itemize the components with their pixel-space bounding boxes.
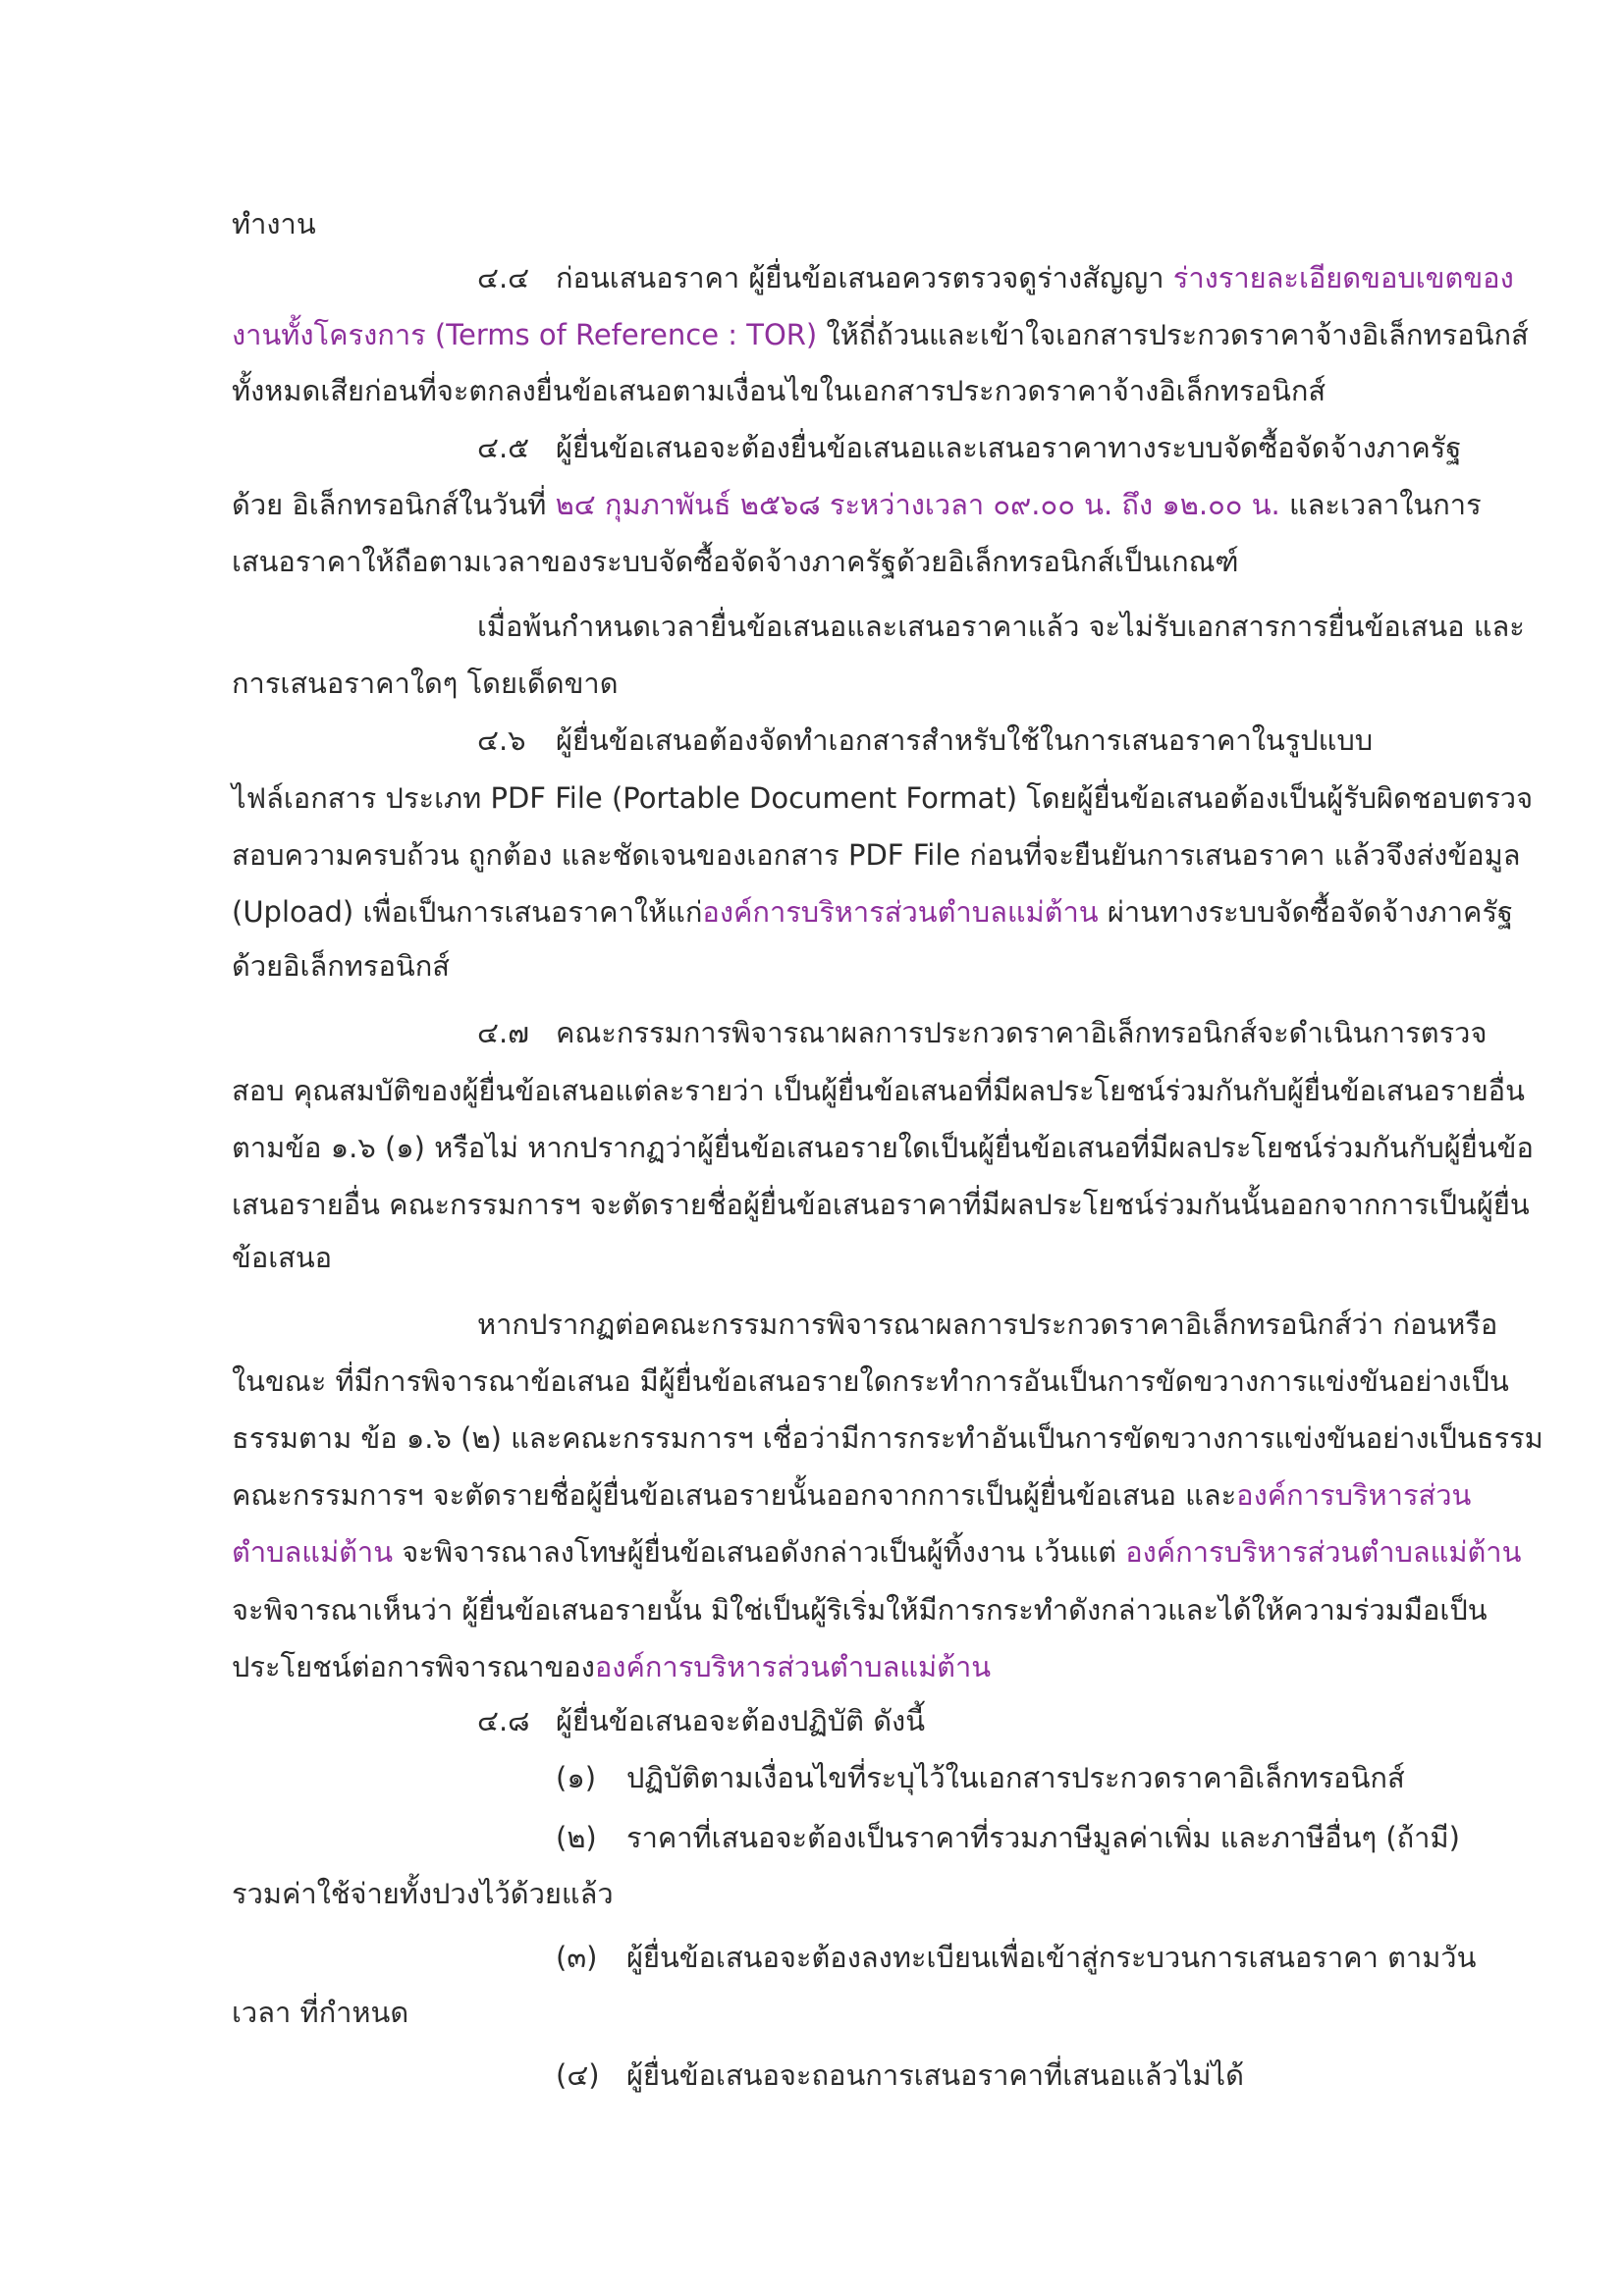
text-line [232,1185,1530,1224]
line-text: ผ่านทางระบบจัดซื้อจัดจ้างภาครัฐ [1098,895,1514,929]
line-text: หากปรากฏต่อคณะกรรมการพิจารณาผลการประกวดราคาอิเล็กทรอนิกส์ว่า ก่อนหรือ [477,1308,1498,1341]
highlight-text: ร่างรายละเอียดขอบเขตของ [1172,261,1514,294]
line-text: จะพิจารณาเห็นว่า ผู้ยื่นข้อเสนอรายนั้น มิใช่เป็นผู้ริเริ่มให้มีการกระทำดังกล่าวและได้ให้ความร่วมมือเป็น [232,1593,1488,1627]
item-number: (๑) [556,1761,597,1794]
line-text: ไฟล์เอกสาร ประเภท PDF File (Portable Document Format) โดยผู้ยื่นข้อเสนอต้องเป็นผู้รับผิดชอบตรวจ [232,781,1534,815]
text-line [232,946,1459,986]
text-line [232,1532,1522,1572]
text-line [232,485,1482,524]
line-text: การเสนอราคาใดๆ โดยเด็ดขาด [232,667,619,700]
line-text: คณะกรรมการฯ จะตัดรายชื่อผู้ยื่นข้อเสนอรายนั้นออกจากการเป็นผู้ยื่นข้อเสนอ และ [232,1478,1237,1512]
line-text: ประโยชน์ต่อการพิจารณาของ [232,1650,595,1683]
item-text: ผู้ยื่นข้อเสนอจะถอนการเสนอราคาที่เสนอแล้วไม่ได้ [626,2058,1244,2092]
clause-number: ๔.๖ [477,723,526,757]
text-line [232,664,1459,703]
item-text: ราคาที่เสนอจะต้องเป็นราคาที่รวมภาษีมูลค่าเพิ่ม และภาษีอื่นๆ (ถ้ามี) [626,1821,1460,1854]
highlight-text: ๒๔ กุมภาพันธ์ ๒๕๖๘ ระหว่างเวลา ๐๙.๐๐ น. ถึง ๑๒.๐๐ น. [555,488,1280,521]
clause-text: ก่อนเสนอราคา ผู้ยื่นข้อเสนอควรตรวจดูร่างสัญญา [556,261,1173,294]
clause-4-6 [477,721,1459,760]
text-line [232,1874,1459,1913]
line-text: สอบ คุณสมบัติของผู้ยื่นข้อเสนอแต่ละรายว่า เป็นผู้ยื่นข้อเสนอที่มีผลประโยชน์ร่วมกันกับผู้ยื่นข้อเสนอรายอื่น [232,1074,1525,1107]
text-line [232,1993,1459,2032]
highlight-text: องค์การบริหารส่วนตำบลแม่ต้าน [594,1650,992,1683]
line-text: จะพิจารณาลงโทษผู้ยื่นข้อเสนอดังกล่าวเป็นผู้ทิ้งงาน เว้นแต่ [393,1535,1126,1569]
text-line [232,1071,1525,1110]
text-line [232,1362,1509,1401]
line-text: ข้อเสนอ [232,1241,333,1274]
clause-number: ๔.๘ [477,1704,530,1737]
line-text: ในขณะ ที่มีการพิจารณาข้อเสนอ มีผู้ยื่นข้อเสนอรายใดกระทำการอันเป็นการขัดขวางการแข่งขันอย่างเป็น [232,1364,1509,1398]
sub-item-4 [556,2056,1459,2095]
text-line [232,1590,1488,1629]
item-text: ปฏิบัติตามเงื่อนไขที่ระบุไว้ในเอกสารประกวดราคาอิเล็กทรอนิกส์ [626,1761,1405,1794]
line-text: สอบความครบถ้วน ถูกต้อง และชัดเจนของเอกสาร PDF File ก่อนที่จะยืนยันการเสนอราคา แล้วจึงส่งข้อมูล [232,838,1521,872]
sub-item-2 [556,1818,1459,1857]
line-text: เวลา ที่กำหนด [232,1996,409,2029]
text-line [477,1305,1498,1344]
text-line [232,778,1534,818]
clause-text: คณะกรรมการพิจารณาผลการประกวดราคาอิเล็กทรอนิกส์จะดำเนินการตรวจ [556,1016,1488,1049]
text-line [232,1475,1472,1515]
clause-4-5 [477,428,1462,467]
text-line [232,835,1521,875]
line-text: ตามข้อ ๑.๖ (๑) หรือไม่ หากปรากฏว่าผู้ยื่นข้อเสนอรายใดเป็นผู้ยื่นข้อเสนอที่มีผลประโยชน์ร่วมกันกับผู้ยื่นข้อ [232,1131,1534,1164]
line-text: ด้วย อิเล็กทรอนิกส์ในวันที่ [232,488,556,521]
clause-text: ผู้ยื่นข้อเสนอต้องจัดทำเอกสารสำหรับใช้ในการเสนอราคาในรูปแบบ [556,723,1374,757]
clause-text: ผู้ยื่นข้อเสนอจะต้องปฏิบัติ ดังนี้ [556,1704,926,1737]
highlight-text: องค์การบริหารส่วน [1236,1478,1472,1512]
text-line [232,371,1459,410]
clause-4-4 [477,258,1514,297]
highlight-text: องค์การบริหารส่วนตำบลแม่ต้าน [702,895,1099,929]
text-line [232,542,1459,581]
line-text: เสนอรายอื่น คณะกรรมการฯ จะตัดรายชื่อผู้ยื่นข้อเสนอราคาที่มีผลประโยชน์ร่วมกันนั้นออกจากการเป็นผู้ยื่น [232,1188,1530,1221]
sub-item-1 [556,1758,1459,1797]
sub-item-3 [556,1938,1477,1977]
line-text: และเวลาในการ [1279,488,1482,521]
text-line [232,315,1529,354]
line-text: รวมค่าใช้จ่ายทั้งปวงไว้ด้วยแล้ว [232,1877,614,1910]
line-text: เมื่อพ้นกำหนดเวลายื่นข้อเสนอและเสนอราคาแล้ว จะไม่รับเอกสารการยื่นข้อเสนอ และ [477,610,1525,643]
line-text: ทำงาน [232,207,316,240]
text-line [232,1238,1459,1277]
line-text: ธรรมตาม ข้อ ๑.๖ (๒) และคณะกรรมการฯ เชื่อว่ามีการกระทำอันเป็นการขัดขวางการแข่งขันอย่างเป็นธรรม [232,1421,1543,1455]
clause-number: ๔.๕ [477,431,530,464]
clause-text: ผู้ยื่นข้อเสนอจะต้องยื่นข้อเสนอและเสนอราคาทางระบบจัดซื้อจัดจ้างภาครัฐ [556,431,1462,464]
clause-4-8 [477,1701,1459,1740]
item-number: (๔) [556,2058,600,2092]
text-line [232,204,1459,243]
clause-4-7 [477,1013,1488,1052]
text-line [477,607,1525,646]
text-line [232,892,1514,932]
line-text: เสนอราคาให้ถือตามเวลาของระบบจัดซื้อจัดจ้างภาครัฐด้วยอิเล็กทรอนิกส์เป็นเกณฑ์ [232,545,1239,578]
line-text: (Upload) เพื่อเป็นการเสนอราคาให้แก่ [232,895,703,929]
clause-number: ๔.๗ [477,1016,529,1049]
text-line [232,1128,1534,1167]
highlight-text: องค์การบริหารส่วนตำบลแม่ต้าน [1125,1535,1522,1569]
clause-number: ๔.๔ [477,261,530,294]
item-number: (๒) [556,1821,597,1854]
line-text: ทั้งหมดเสียก่อนที่จะตกลงยื่นข้อเสนอตามเงื่อนไขในเอกสารประกวดราคาจ้างอิเล็กทรอนิกส์ [232,374,1326,407]
item-number: (๓) [556,1941,598,1974]
item-text: ผู้ยื่นข้อเสนอจะต้องลงทะเบียนเพื่อเข้าสู่กระบวนการเสนอราคา ตามวัน [626,1941,1477,1974]
line-text: ให้ถี่ถ้วนและเข้าใจเอกสารประกวดราคาจ้างอิเล็กทรอนิกส์ [817,318,1529,351]
line-text: ด้วยอิเล็กทรอนิกส์ [232,949,450,983]
text-line [232,1647,1459,1686]
text-line [232,1418,1543,1458]
highlight-text: ตำบลแม่ต้าน [232,1535,394,1569]
highlight-text: งานทั้งโครงการ (Terms of Reference : TOR) [232,318,818,351]
